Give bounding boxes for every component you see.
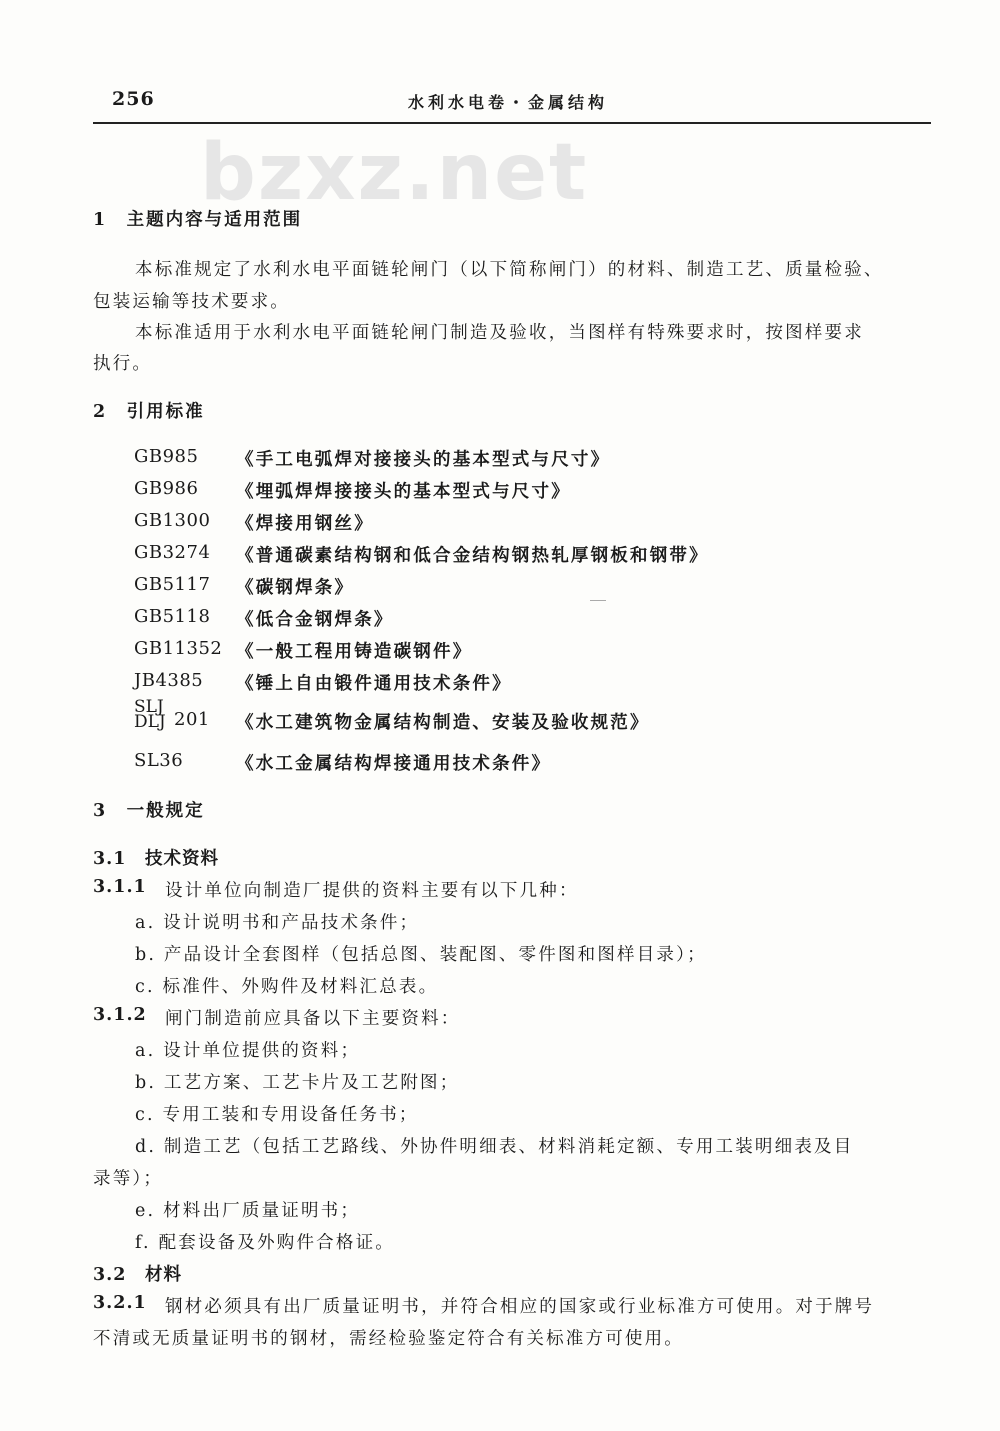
list-item: b. 产品设计全套图样（包括总图、装配图、零件图和图样目录）；: [135, 945, 707, 965]
ref-title: 《锤上自由锻件通用技术条件》: [236, 674, 512, 694]
ref-title: 《手工电弧焊对接接头的基本型式与尺寸》: [236, 450, 611, 470]
section-2-heading: 2 引用标准: [93, 402, 205, 422]
list-item: a. 设计说明书和产品技术条件；: [135, 913, 420, 933]
section-1-para-2-line-2: 执行。: [93, 354, 153, 374]
ref-code: GB5117: [134, 574, 211, 595]
clause-3-2-1-number: 3.2.1: [93, 1293, 147, 1313]
ref-title: 《焊接用钢丝》: [236, 514, 374, 534]
list-item: e. 材料出厂质量证明书；: [135, 1201, 361, 1221]
section-3-heading: 3 一般规定: [93, 801, 205, 821]
ref-code: GB11352: [134, 638, 223, 659]
clause-3-2-1-line-2: 不清或无质量证明书的钢材，需经检验鉴定符合有关标准方可使用。: [93, 1329, 684, 1349]
list-item: c. 专用工装和专用设备任务书；: [135, 1105, 419, 1125]
list-item: c. 标准件、外购件及材料汇总表。: [135, 977, 439, 997]
list-item-continuation: 录等）；: [93, 1169, 164, 1189]
ref-code: GB985: [134, 446, 199, 467]
ref-code-top: SLJ: [134, 697, 164, 717]
list-item: f. 配套设备及外购件合格证。: [135, 1233, 395, 1253]
ref-code: GB986: [134, 478, 199, 499]
ref-code: GB1300: [134, 510, 211, 531]
ref-title: 《水工金属结构焊接通用技术条件》: [236, 754, 552, 774]
ref-title: 《低合金钢焊条》: [236, 610, 394, 630]
header-rule: [93, 122, 931, 124]
clause-3-1-2-number: 3.1.2: [93, 1005, 147, 1025]
scan-speck: [590, 600, 606, 601]
subsection-3-2-heading: 3.2 材料: [93, 1265, 182, 1285]
subsection-3-1-heading: 3.1 技术资料: [93, 849, 219, 869]
ref-title: 《碳钢焊条》: [236, 578, 355, 598]
ref-code: JB4385: [134, 670, 204, 691]
section-1-para-1-line-1: 本标准规定了水利水电平面链轮闸门（以下简称闸门）的材料、制造工艺、质量检验、: [135, 260, 884, 280]
ref-code-bottom: DLJ: [134, 712, 166, 732]
ref-title: 《普通碳素结构钢和低合金结构钢热轧厚钢板和钢带》: [236, 546, 709, 566]
ref-code: SL36: [134, 750, 184, 771]
list-item: d. 制造工艺（包括工艺路线、外协件明细表、材料消耗定额、专用工装明细表及目: [135, 1137, 854, 1157]
ref-title: 《埋弧焊焊接接头的基本型式与尺寸》: [236, 482, 571, 502]
running-header-title: 水利水电卷・金属结构: [408, 93, 609, 112]
list-item: a. 设计单位提供的资料；: [135, 1041, 361, 1061]
ref-code: GB3274: [134, 542, 211, 563]
section-1-heading: 1 主题内容与适用范围: [93, 210, 303, 230]
ref-title: 《一般工程用铸造碳钢件》: [236, 642, 473, 662]
section-1-para-1-line-2: 包装运输等技术要求。: [93, 292, 290, 312]
clause-3-1-1-text: 设计单位向制造厂提供的资料主要有以下几种：: [165, 881, 579, 901]
page-number: 256: [112, 88, 155, 110]
list-item: b. 工艺方案、工艺卡片及工艺附图；: [135, 1073, 460, 1093]
clause-3-2-1-line-1: 钢材必须具有出厂质量证明书，并符合相应的国家或行业标准方可使用。对于牌号: [165, 1297, 875, 1317]
clause-3-1-1-number: 3.1.1: [93, 877, 147, 897]
ref-code: GB5118: [134, 606, 211, 627]
ref-title: 《水工建筑物金属结构制造、安装及验收规范》: [236, 713, 650, 733]
ref-code-stacked: [134, 697, 166, 732]
clause-3-1-2-text: 闸门制造前应具备以下主要资料：: [165, 1009, 461, 1029]
section-1-para-2-line-1: 本标准适用于水利水电平面链轮闸门制造及验收，当图样有特殊要求时，按图样要求: [135, 323, 864, 343]
ref-code-number: 201: [174, 709, 210, 730]
watermark: bzxz.net: [200, 128, 589, 218]
